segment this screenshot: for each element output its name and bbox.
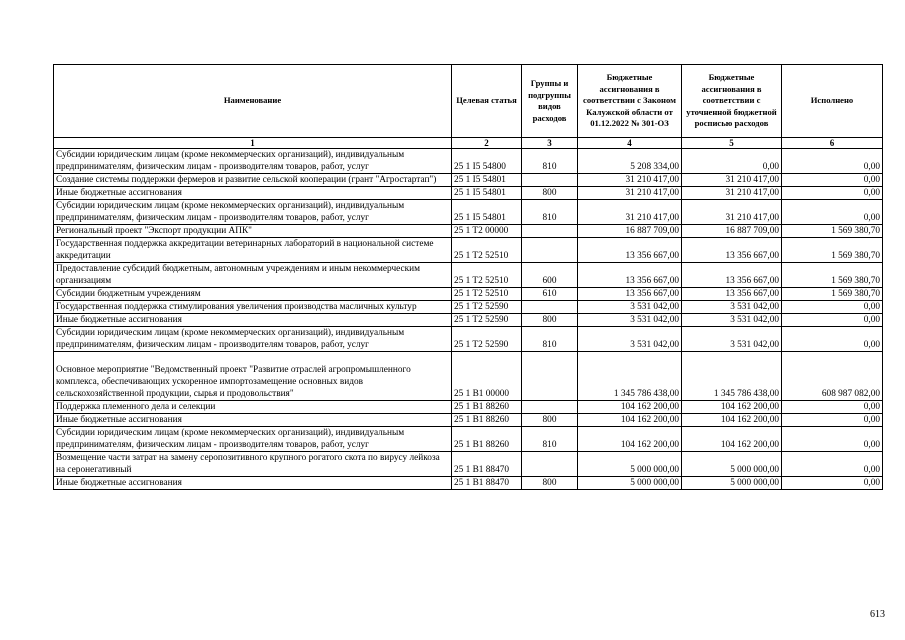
- row-refined-amount: 1 345 786 438,00: [682, 352, 782, 401]
- row-executed-amount: 1 569 380,70: [782, 225, 883, 238]
- row-executed-amount: 0,00: [782, 301, 883, 314]
- row-name-cell: Иные бюджетные ассигнования: [54, 477, 452, 490]
- header-law: Бюджетные ассигнования в соответствии с Законом Калужской области от 01.12.2022 № 301-ОЗ: [578, 65, 682, 138]
- row-executed-amount: 0,00: [782, 174, 883, 187]
- row-law-amount: 3 531 042,00: [578, 327, 682, 352]
- table-row: [54, 427, 883, 452]
- header-refined: Бюджетные ассигнования в соответствии с уточненной бюджетной росписью расходов: [682, 65, 782, 138]
- row-executed-amount: 0,00: [782, 452, 883, 477]
- row-law-amount: 1 345 786 438,00: [578, 352, 682, 401]
- row-name-cell: Субсидии юридическим лицам (кроме некоммерческих организаций), индивидуальным предпринимателям, физическим лицам - производителям товаров, работ, услуг: [54, 200, 452, 225]
- row-name-cell: Создание системы поддержки фермеров и развитие сельской кооперации (грант "Агростартап"): [54, 174, 452, 187]
- row-target-code: 25 1 T2 52510: [452, 288, 522, 301]
- row-group-code: 800: [522, 314, 578, 327]
- row-group-code: 810: [522, 200, 578, 225]
- row-refined-amount: 5 000 000,00: [682, 477, 782, 490]
- row-target-code: 25 1 B1 88260: [452, 401, 522, 414]
- row-target-code: 25 1 B1 88470: [452, 452, 522, 477]
- row-executed-amount: 0,00: [782, 200, 883, 225]
- row-refined-amount: 13 356 667,00: [682, 263, 782, 288]
- page-number: 613: [870, 609, 885, 620]
- row-group-code: 800: [522, 414, 578, 427]
- row-name-cell: Поддержка племенного дела и селекции: [54, 401, 452, 414]
- row-refined-amount: 0,00: [682, 149, 782, 174]
- row-executed-amount: 0,00: [782, 477, 883, 490]
- row-group-code: 810: [522, 427, 578, 452]
- row-target-code: 25 1 T2 52510: [452, 238, 522, 263]
- row-group-code: 600: [522, 263, 578, 288]
- row-name-cell: Государственная поддержка аккредитации ветеринарных лабораторий в национальной системе аккредитации: [54, 238, 452, 263]
- table-row: [54, 301, 883, 314]
- table-row: [54, 401, 883, 414]
- row-refined-amount: 3 531 042,00: [682, 327, 782, 352]
- row-group-code: 610: [522, 288, 578, 301]
- row-name-cell: Основное мероприятие "Ведомственный проект "Развитие отраслей агропромышленного комплекса, обеспечивающих ускоренное импортозамещение основных видов сельскохозяйственной продукции, сырья и продовольствия": [54, 352, 452, 401]
- row-target-code: 25 1 I5 54800: [452, 149, 522, 174]
- row-group-code: [522, 401, 578, 414]
- row-executed-amount: 0,00: [782, 427, 883, 452]
- row-name-cell: Субсидии юридическим лицам (кроме некоммерческих организаций), индивидуальным предпринимателям, физическим лицам - производителям товаров, работ, услуг: [54, 149, 452, 174]
- row-law-amount: 3 531 042,00: [578, 301, 682, 314]
- column-number: 1: [54, 138, 452, 149]
- row-refined-amount: 13 356 667,00: [682, 288, 782, 301]
- row-executed-amount: 1 569 380,70: [782, 238, 883, 263]
- row-executed-amount: 0,00: [782, 187, 883, 200]
- row-law-amount: 104 162 200,00: [578, 401, 682, 414]
- row-group-code: 810: [522, 327, 578, 352]
- table-row: [54, 414, 883, 427]
- row-target-code: 25 1 B1 00000: [452, 352, 522, 401]
- row-group-code: [522, 174, 578, 187]
- row-group-code: [522, 452, 578, 477]
- row-executed-amount: 0,00: [782, 414, 883, 427]
- row-group-code: [522, 225, 578, 238]
- row-name-cell: Субсидии юридическим лицам (кроме некоммерческих организаций), индивидуальным предпринимателям, физическим лицам - производителям товаров, работ, услуг: [54, 327, 452, 352]
- row-law-amount: 5 000 000,00: [578, 452, 682, 477]
- table-row: [54, 263, 883, 288]
- table-row: [54, 352, 883, 401]
- row-refined-amount: 13 356 667,00: [682, 238, 782, 263]
- table-row: [54, 314, 883, 327]
- row-target-code: 25 1 B1 88470: [452, 477, 522, 490]
- row-law-amount: 31 210 417,00: [578, 200, 682, 225]
- row-target-code: 25 1 I5 54801: [452, 200, 522, 225]
- row-group-code: [522, 301, 578, 314]
- row-refined-amount: 104 162 200,00: [682, 414, 782, 427]
- row-executed-amount: 0,00: [782, 149, 883, 174]
- column-number: 5: [682, 138, 782, 149]
- table-row: [54, 187, 883, 200]
- table-row: [54, 327, 883, 352]
- row-refined-amount: 31 210 417,00: [682, 187, 782, 200]
- row-refined-amount: 16 887 709,00: [682, 225, 782, 238]
- row-name-cell: Возмещение части затрат на замену серопозитивного крупного рогатого скота по вирусу лейкоза на серонегативный: [54, 452, 452, 477]
- row-name-cell: Субсидии бюджетным учреждениям: [54, 288, 452, 301]
- row-name-cell: Государственная поддержка стимулирования увеличения производства масличных культур: [54, 301, 452, 314]
- header-group: Группы и подгруппы видов расходов: [522, 65, 578, 138]
- row-group-code: 810: [522, 149, 578, 174]
- table-body: [54, 149, 883, 490]
- column-number: 3: [522, 138, 578, 149]
- row-group-code: 800: [522, 477, 578, 490]
- column-number: 2: [452, 138, 522, 149]
- row-target-code: 25 1 T2 52590: [452, 301, 522, 314]
- table-row: [54, 200, 883, 225]
- table-row: [54, 149, 883, 174]
- row-law-amount: 5 208 334,00: [578, 149, 682, 174]
- row-executed-amount: 0,00: [782, 314, 883, 327]
- row-group-code: 800: [522, 187, 578, 200]
- row-target-code: 25 1 B1 88260: [452, 414, 522, 427]
- table-row: [54, 174, 883, 187]
- row-refined-amount: 31 210 417,00: [682, 200, 782, 225]
- row-name-cell: Региональный проект "Экспорт продукции АПК": [54, 225, 452, 238]
- table-row: [54, 288, 883, 301]
- row-executed-amount: 1 569 380,70: [782, 288, 883, 301]
- row-law-amount: 13 356 667,00: [578, 288, 682, 301]
- row-executed-amount: 0,00: [782, 327, 883, 352]
- row-law-amount: 13 356 667,00: [578, 263, 682, 288]
- row-name-cell: Иные бюджетные ассигнования: [54, 314, 452, 327]
- row-refined-amount: 3 531 042,00: [682, 314, 782, 327]
- row-law-amount: 13 356 667,00: [578, 238, 682, 263]
- column-number: 4: [578, 138, 682, 149]
- row-law-amount: 16 887 709,00: [578, 225, 682, 238]
- row-target-code: 25 1 T2 52590: [452, 314, 522, 327]
- table-row: [54, 238, 883, 263]
- header-executed: Исполнено: [782, 65, 883, 138]
- row-law-amount: 3 531 042,00: [578, 314, 682, 327]
- row-group-code: [522, 352, 578, 401]
- row-executed-amount: 1 569 380,70: [782, 263, 883, 288]
- row-refined-amount: 31 210 417,00: [682, 174, 782, 187]
- row-target-code: 25 1 T2 52590: [452, 327, 522, 352]
- row-law-amount: 31 210 417,00: [578, 174, 682, 187]
- column-number-row: [54, 138, 883, 149]
- row-refined-amount: 3 531 042,00: [682, 301, 782, 314]
- row-target-code: 25 1 I5 54801: [452, 174, 522, 187]
- row-target-code: 25 1 I5 54801: [452, 187, 522, 200]
- row-executed-amount: 608 987 082,00: [782, 352, 883, 401]
- row-refined-amount: 5 000 000,00: [682, 452, 782, 477]
- row-target-code: 25 1 T2 52510: [452, 263, 522, 288]
- row-name-cell: Иные бюджетные ассигнования: [54, 187, 452, 200]
- header-row: [54, 65, 883, 138]
- row-law-amount: 31 210 417,00: [578, 187, 682, 200]
- row-group-code: [522, 238, 578, 263]
- row-executed-amount: 0,00: [782, 401, 883, 414]
- row-law-amount: 104 162 200,00: [578, 427, 682, 452]
- row-refined-amount: 104 162 200,00: [682, 401, 782, 414]
- budget-table: [53, 64, 883, 490]
- header-name: Наименование: [54, 65, 452, 138]
- column-number: 6: [782, 138, 883, 149]
- table-row: [54, 225, 883, 238]
- row-law-amount: 104 162 200,00: [578, 414, 682, 427]
- row-name-cell: Субсидии юридическим лицам (кроме некоммерческих организаций), индивидуальным предпринимателям, физическим лицам - производителям товаров, работ, услуг: [54, 427, 452, 452]
- row-target-code: 25 1 T2 00000: [452, 225, 522, 238]
- table-row: [54, 452, 883, 477]
- row-target-code: 25 1 B1 88260: [452, 427, 522, 452]
- table-row: [54, 477, 883, 490]
- row-name-cell: Иные бюджетные ассигнования: [54, 414, 452, 427]
- header-target: Целевая статья: [452, 65, 522, 138]
- row-refined-amount: 104 162 200,00: [682, 427, 782, 452]
- row-name-cell: Предоставление субсидий бюджетным, автономным учреждениям и иным некоммерческим организациям: [54, 263, 452, 288]
- row-law-amount: 5 000 000,00: [578, 477, 682, 490]
